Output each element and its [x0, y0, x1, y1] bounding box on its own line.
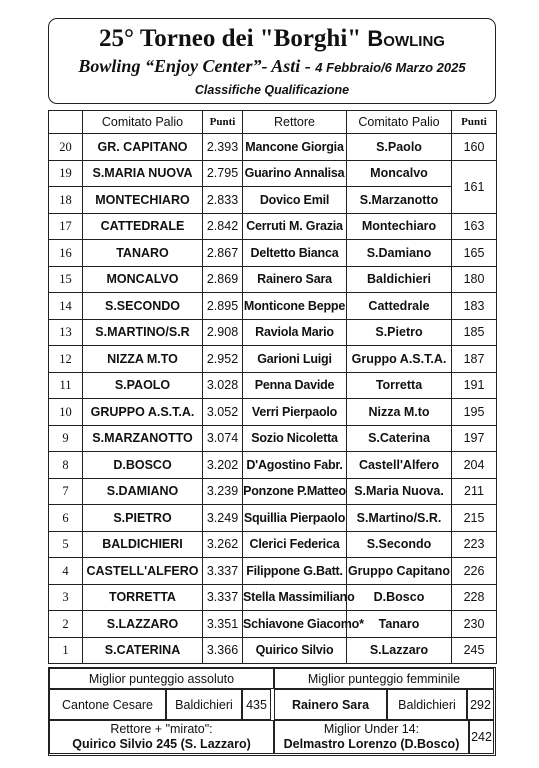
subtitle-date: 4 Febbraio/6 Marzo 2025 [315, 60, 466, 75]
bowler-name: Filippone G.Batt. [243, 558, 347, 585]
bowler-points: 191 [452, 372, 497, 399]
committee-name: CATTEDRALE [83, 213, 203, 240]
committee-points: 2.842 [203, 213, 243, 240]
under14-score: 242 [469, 720, 494, 754]
rank-position: 11 [49, 372, 83, 399]
title-bowling: Bowling [367, 26, 445, 51]
committee-name: S.DAMIANO [83, 478, 203, 505]
committee-name: NIZZA M.TO [83, 346, 203, 373]
rank-position: 19 [49, 160, 83, 187]
table-row [49, 611, 497, 638]
bowler-committee: D.Bosco [347, 584, 452, 611]
bowler-committee: Moncalvo [347, 160, 452, 187]
table-row [49, 346, 497, 373]
bowler-points: 163 [452, 213, 497, 240]
rank-position: 20 [49, 134, 83, 161]
rank-position: 8 [49, 452, 83, 479]
table-row [49, 637, 497, 664]
table-row [49, 584, 497, 611]
header-points: Punti [203, 111, 243, 134]
committee-name: S.MARTINO/S.R [83, 319, 203, 346]
committee-points: 2.869 [203, 266, 243, 293]
committee-name: MONCALVO [83, 266, 203, 293]
rank-position: 6 [49, 505, 83, 532]
table-row [49, 558, 497, 585]
table-row [49, 240, 497, 267]
rank-position: 3 [49, 584, 83, 611]
bowler-points: 204 [452, 452, 497, 479]
rank-position: 2 [49, 611, 83, 638]
rank-position: 17 [49, 213, 83, 240]
bowler-name: Monticone Beppe [243, 293, 347, 320]
under14-value: Delmastro Lorenzo (D.Bosco) [283, 737, 460, 751]
rank-position: 5 [49, 531, 83, 558]
bowler-points: 223 [452, 531, 497, 558]
best-female-score: 292 [467, 689, 494, 720]
bowler-name: Raviola Mario [243, 319, 347, 346]
committee-points: 3.337 [203, 584, 243, 611]
bowler-committee: Nizza M.to [347, 399, 452, 426]
bowler-points: 161 [452, 160, 497, 213]
bowler-committee: Castell'Alfero [347, 452, 452, 479]
committee-name: TANARO [83, 240, 203, 267]
bowler-points: 211 [452, 478, 497, 505]
header-position [49, 111, 83, 134]
rank-position: 9 [49, 425, 83, 452]
bowler-name: Ponzone P.Matteo [243, 478, 347, 505]
title-main: 25° Torneo dei "Borghi" [99, 25, 362, 52]
best-overall-score: 435 [242, 689, 271, 720]
bowler-points: 180 [452, 266, 497, 293]
bowler-points: 185 [452, 319, 497, 346]
bowler-committee: S.Damiano [347, 240, 452, 267]
committee-name: MONTECHIARO [83, 187, 203, 214]
rettore-mirato-label: Rettore + "mirato": [110, 722, 213, 736]
best-female-team: Baldichieri [387, 689, 467, 720]
table-row [49, 531, 497, 558]
bowler-committee: Cattedrale [347, 293, 452, 320]
header-box [48, 18, 496, 104]
committee-points: 2.952 [203, 346, 243, 373]
table-header-row [49, 111, 497, 134]
bowler-committee: S.Secondo [347, 531, 452, 558]
bowler-name: Schiavone Giacomo* [243, 611, 347, 638]
rank-position: 15 [49, 266, 83, 293]
header-bowler-committee: Comitato Palio [347, 111, 452, 134]
bowler-name: Mancone Giorgia [243, 134, 347, 161]
committee-points: 2.795 [203, 160, 243, 187]
header-bowler-points: Punti [452, 111, 497, 134]
bowler-name: Stella Massimiliano [243, 584, 347, 611]
header-bowler: Rettore [243, 111, 347, 134]
rank-position: 16 [49, 240, 83, 267]
bowler-points: 245 [452, 637, 497, 664]
committee-name: BALDICHIERI [83, 531, 203, 558]
best-scores-box [48, 667, 496, 756]
committee-points: 2.908 [203, 319, 243, 346]
bowler-points: 195 [452, 399, 497, 426]
bowler-points: 228 [452, 584, 497, 611]
committee-name: S.SECONDO [83, 293, 203, 320]
bowler-name: Rainero Sara [243, 266, 347, 293]
bowler-name: Verri Pierpaolo [243, 399, 347, 426]
ranking-table [48, 110, 497, 664]
best-overall-label: Miglior punteggio assoluto [49, 668, 274, 689]
committee-points: 3.337 [203, 558, 243, 585]
rank-position: 18 [49, 187, 83, 214]
committee-name: GR. CAPITANO [83, 134, 203, 161]
bowler-committee: S.Maria Nuova. [347, 478, 452, 505]
rank-position: 1 [49, 637, 83, 664]
committee-points: 3.351 [203, 611, 243, 638]
bowler-name: Guarino Annalisa [243, 160, 347, 187]
table-row [49, 160, 497, 187]
bowler-committee: Baldichieri [347, 266, 452, 293]
table-row [49, 505, 497, 532]
bowler-name: Garioni Luigi [243, 346, 347, 373]
bowler-committee: Gruppo Capitano [347, 558, 452, 585]
committee-name: CASTELL'ALFERO [83, 558, 203, 585]
bowler-points: 226 [452, 558, 497, 585]
bowler-points: 160 [452, 134, 497, 161]
best-female-name: Rainero Sara [274, 689, 387, 720]
table-row [49, 372, 497, 399]
bowler-points: 197 [452, 425, 497, 452]
bowler-committee: Gruppo A.S.T.A. [347, 346, 452, 373]
committee-points: 3.366 [203, 637, 243, 664]
bowler-name: Deltetto Bianca [243, 240, 347, 267]
rank-position: 12 [49, 346, 83, 373]
committee-points: 3.262 [203, 531, 243, 558]
committee-name: S.MARZANOTTO [83, 425, 203, 452]
bowler-points: 187 [452, 346, 497, 373]
committee-name: S.PAOLO [83, 372, 203, 399]
rettore-mirato-box [49, 720, 274, 754]
under14-label: Miglior Under 14: [323, 722, 420, 736]
table-row [49, 319, 497, 346]
bowler-name: Clerici Federica [243, 531, 347, 558]
bowler-committee: Montechiaro [347, 213, 452, 240]
committee-points: 3.074 [203, 425, 243, 452]
committee-name: S.LAZZARO [83, 611, 203, 638]
section-title: Classifiche Qualificazione [194, 83, 350, 97]
committee-name: TORRETTA [83, 584, 203, 611]
bowler-points: 183 [452, 293, 497, 320]
rank-position: 7 [49, 478, 83, 505]
bowler-committee: S.Paolo [347, 134, 452, 161]
table-row [49, 266, 497, 293]
committee-points: 2.867 [203, 240, 243, 267]
best-overall-name: Cantone Cesare [49, 689, 166, 720]
committee-points: 2.393 [203, 134, 243, 161]
table-row [49, 399, 497, 426]
table-row [49, 213, 497, 240]
bowler-committee: Torretta [347, 372, 452, 399]
committee-name: S.CATERINA [83, 637, 203, 664]
bowler-committee: S.Caterina [347, 425, 452, 452]
bowler-name: Quirico Silvio [243, 637, 347, 664]
bowler-points: 165 [452, 240, 497, 267]
bowler-name: Dovico Emil [243, 187, 347, 214]
subtitle [49, 55, 495, 79]
committee-name: GRUPPO A.S.T.A. [83, 399, 203, 426]
rank-position: 13 [49, 319, 83, 346]
committee-name: S.MARIA NUOVA [83, 160, 203, 187]
bowler-name: Penna Davide [243, 372, 347, 399]
committee-name: D.BOSCO [83, 452, 203, 479]
ranking-body [49, 134, 497, 664]
committee-points: 3.249 [203, 505, 243, 532]
bowler-committee: Tanaro [347, 611, 452, 638]
bowler-points: 215 [452, 505, 497, 532]
bowler-name: Cerruti M. Grazia [243, 213, 347, 240]
bowler-name: Squillia Pierpaolo [243, 505, 347, 532]
rank-position: 10 [49, 399, 83, 426]
table-row [49, 187, 497, 214]
bowler-committee: S.Lazzaro [347, 637, 452, 664]
rank-position: 14 [49, 293, 83, 320]
table-row [49, 452, 497, 479]
best-female-label: Miglior punteggio femminile [274, 668, 494, 689]
bowler-committee: S.Pietro [347, 319, 452, 346]
bowler-committee: S.Marzanotto [347, 187, 452, 214]
best-overall-team: Baldichieri [166, 689, 242, 720]
committee-points: 3.202 [203, 452, 243, 479]
committee-points: 3.028 [203, 372, 243, 399]
bowler-name: Sozio Nicoletta [243, 425, 347, 452]
committee-points: 2.833 [203, 187, 243, 214]
committee-name: S.PIETRO [83, 505, 203, 532]
table-row [49, 425, 497, 452]
subtitle-venue: Bowling “Enjoy Center”- Asti - [78, 56, 311, 76]
under14-box [274, 720, 469, 754]
bowler-points: 230 [452, 611, 497, 638]
header-committee: Comitato Palio [83, 111, 203, 134]
committee-points: 2.895 [203, 293, 243, 320]
rank-position: 4 [49, 558, 83, 585]
table-row [49, 293, 497, 320]
table-row [49, 478, 497, 505]
page-title [49, 25, 495, 53]
rettore-mirato-value: Quirico Silvio 245 (S. Lazzaro) [72, 737, 251, 751]
committee-points: 3.239 [203, 478, 243, 505]
committee-points: 3.052 [203, 399, 243, 426]
bowler-name: D'Agostino Fabr. [243, 452, 347, 479]
table-row [49, 134, 497, 161]
bowler-committee: S.Martino/S.R. [347, 505, 452, 532]
